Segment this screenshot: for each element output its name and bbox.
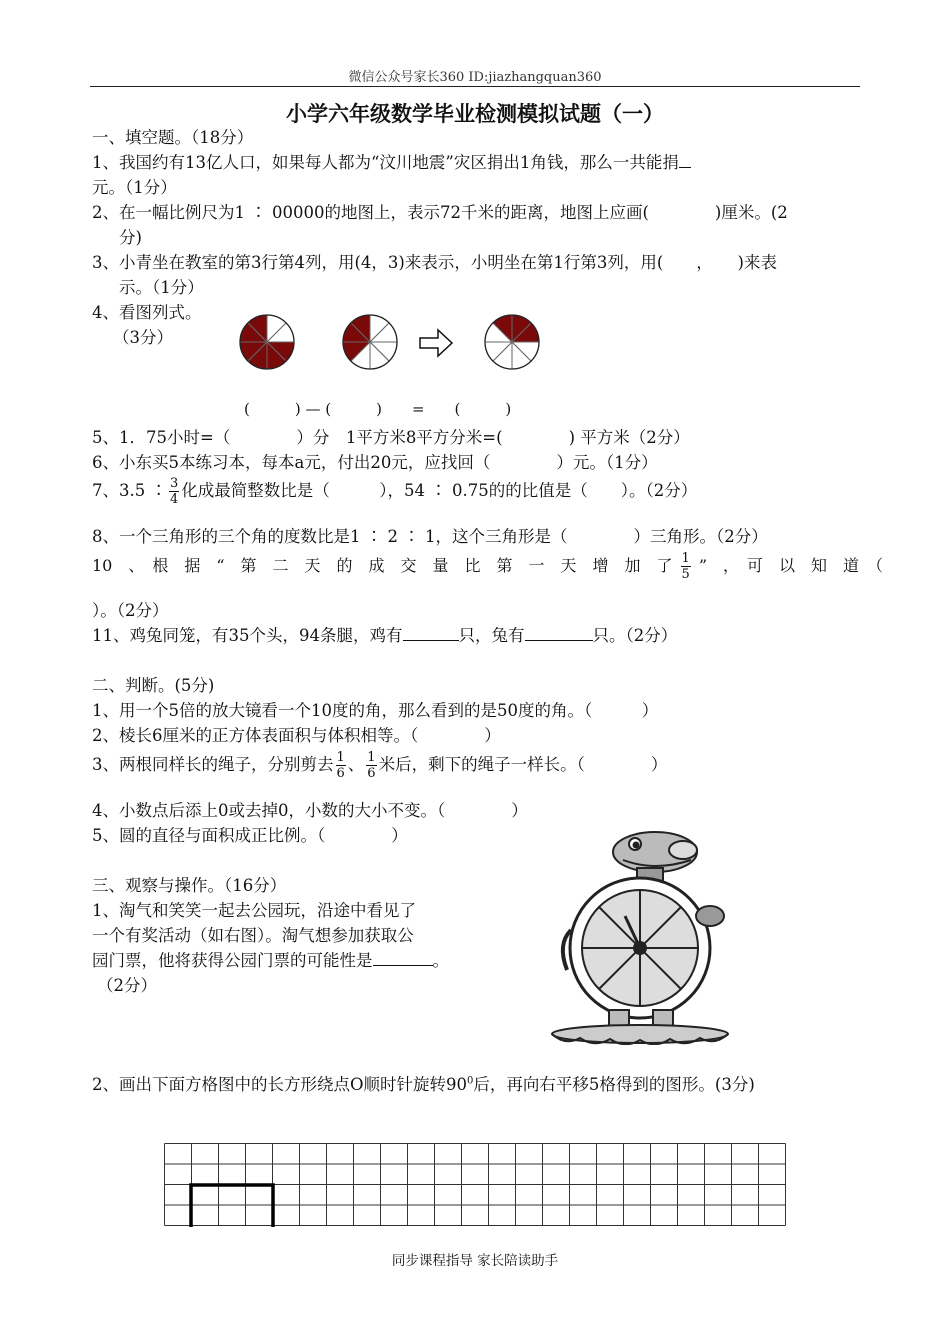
q3-line1: 3、小青坐在教室的第3行第4列，用(4，3)来表示，小明坐在第1行第3列，用( ， )来表 (92, 253, 777, 272)
q3-line2: 示。（1分） (119, 278, 204, 297)
op-q1-line3: 园门票，他将获得公园门票的可能性是 。 (92, 951, 449, 970)
judge-q2: 2、棱长6厘米的正方体表面积与体积相等。（ ） (92, 726, 501, 745)
q10-line2: ）。（2分） (92, 601, 169, 620)
arrow-icon (420, 330, 452, 356)
q11: 11、鸡兔同笼，有35个头，94条腿，鸡有 只，兔有 只。（2分） (92, 626, 678, 645)
judge-q3-fraction-1: $\frac{1}{6}$ (336, 750, 345, 781)
judge-q1: 1、用一个5倍的放大镜看一个10度的角，那么看到的是50度的角。（ ） (92, 701, 659, 720)
q4-expression: ( ) — ( ) = ( ) (244, 400, 512, 418)
q10-fraction: $\frac{1}{5}$ (681, 551, 690, 582)
pie-circle-3 (485, 315, 539, 369)
judge-q3: 3、两根同样长的绳子，分别剪去 $\frac{1}{6}$ 、 $\frac{1}{6}$ 米后，剩下的绳子一样长。（ ） (92, 750, 668, 781)
pie-circle-1 (240, 315, 294, 369)
judge-q4: 4、小数点后添上0或去掉0，小数的大小不变。（ ） (92, 801, 528, 820)
judge-q5: 5、圆的直径与面积成正比例。（ ） (92, 826, 408, 845)
section3-heading: 三、观察与操作。（16分） (92, 876, 287, 895)
q1-line2: 元。（1分） (92, 178, 177, 197)
op-q1-line4: （2分） (97, 976, 157, 995)
pie-figures (230, 305, 550, 377)
q8: 8、一个三角形的三个角的度数比是1 ∶ 2 ∶ 1，这个三角形是（ ）三角形。（2分） (92, 527, 768, 546)
page-footer: 同步课程指导 家长陪读助手 (391, 1253, 559, 1269)
page-header: 微信公众号家长360 ID:jiazhangquan360 (348, 70, 602, 85)
pie-circle-2 (343, 315, 397, 369)
judge-q3-fraction-2: $\frac{1}{6}$ (367, 750, 376, 781)
q2-line1: 2、在一幅比例尺为1 ∶ 00000的地图上，表示72千米的距离，地图上应画( )厘米。(2 (92, 203, 788, 222)
rectangle-shape (191, 1185, 273, 1227)
q1-line1: 1、我国约有13亿人口，如果每人都为“汶川地震”灾区捐出1角钱，那么一共能捐 (92, 149, 691, 173)
op-q1-line2: 一个有奖活动（如右图）。淘气想参加获取公 (92, 926, 414, 945)
q10-line1: 10 、 根 据 “ 第 二 天 的 成 交 量 比 第 一 天 增 加 了 $\frac{1}{5}$ ” ， 可 以 知 道 （ (92, 551, 884, 582)
square-grid (164, 1143, 788, 1229)
op-q1-line1: 1、淘气和笑笑一起去公园玩，沿途中看见了 (92, 901, 416, 920)
q6: 6、小东买5本练习本，每本a元，付出20元，应找回（ ）元。（1分） (92, 453, 658, 472)
q2-line2: 分) (119, 228, 142, 247)
header-rule (90, 86, 860, 87)
section1-heading: 一、填空题。（18分） (92, 128, 254, 147)
page-title: 小学六年级数学毕业检测模拟试题（一） (286, 101, 664, 126)
q4-line1: 4、看图列式。 (92, 303, 202, 322)
op-q2: 2、画出下面方格图中的长方形绕点O顺时针旋转$90^0$后，再向右平移5格得到的图形。(3分) (92, 1075, 755, 1094)
q7: 7、3.5 ∶ $\frac{3}{4}$ 化成最简整数比是（ ），54 ∶ 0.75的的比值是（ ）。（2分） (92, 476, 698, 507)
q7-fraction: $\frac{3}{4}$ (169, 476, 179, 507)
prize-wheel-illustration (505, 820, 755, 1045)
q4-line2: （3分） (113, 328, 173, 347)
section2-heading: 二、判断。(5分) (92, 676, 215, 695)
q5: 5、1．75小时=（ ）分 1平方米8平方分米=( ) 平方米（2分） (92, 428, 690, 447)
